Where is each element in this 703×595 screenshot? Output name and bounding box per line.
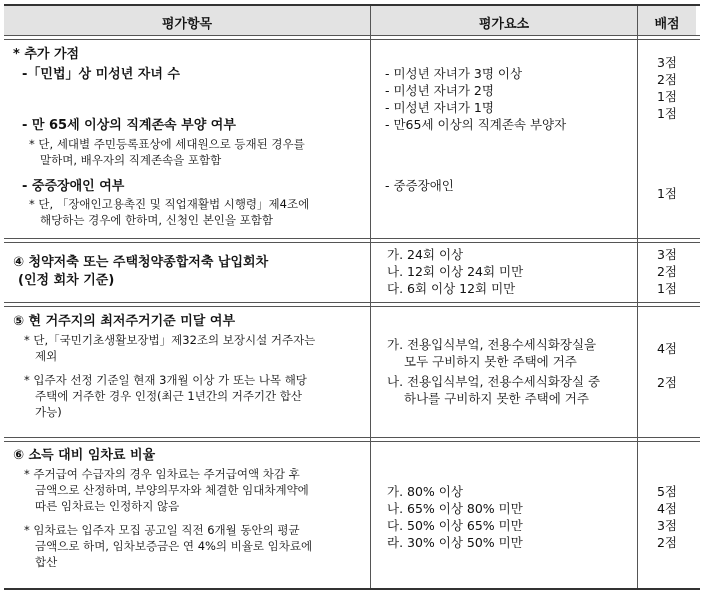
note-rent-1-line2: 금액으로 산정하며, 부양의무자와 체결한 임대차계약에	[35, 483, 309, 497]
note-rent-1-line3: 따른 임차료는 인정하지 않음	[35, 499, 180, 513]
note-housing-1-line2: 제외	[35, 349, 58, 363]
element-savings-a: 가. 24회 이상	[387, 247, 464, 262]
note-disabled-line2: 해당하는 경우에 한하며, 신청인 본인을 포함함	[40, 213, 274, 227]
section-title-additional: * 추가 가점	[13, 47, 80, 62]
scoring-table	[4, 4, 700, 590]
note-rent-1-line1: * 주거급여 수급자의 경우 임차료는 주거급여액 차감 후	[24, 467, 300, 481]
note-parent-line1: * 단, 세대별 주민등록표상에 세대원으로 등재된 경우를	[29, 137, 305, 151]
points-minor-3: 3점	[656, 55, 678, 70]
header-divider	[4, 35, 700, 40]
points-savings-a: 3점	[656, 247, 678, 262]
item-disabled: - 중증장애인 여부	[22, 179, 125, 194]
row-divider-1	[4, 238, 700, 243]
element-housing-a-line1: 가. 전용입식부엌, 전용수세식화장실을	[387, 337, 597, 352]
section-title-savings: ④ 청약저축 또는 주택청약종합저축 납입회차	[13, 255, 269, 270]
element-rent-d: 라. 30% 이상 50% 미만	[387, 535, 523, 550]
points-rent-c: 3점	[656, 518, 678, 533]
points-rent-d: 2점	[656, 535, 678, 550]
row-divider-3	[4, 437, 700, 442]
points-savings-c: 1점	[656, 281, 678, 296]
note-housing-2-line2: 주택에 거주한 경우 인정(최근 1년간의 거주기간 합산	[35, 389, 303, 403]
element-minor-3: - 미성년 자녀가 3명 이상	[385, 66, 523, 81]
element-minor-2: - 미성년 자녀가 2명	[385, 83, 494, 98]
points-minor-1: 1점	[656, 89, 678, 104]
element-rent-a: 가. 80% 이상	[387, 484, 463, 499]
column-divider-1	[370, 6, 371, 588]
element-savings-c: 다. 6회 이상 12회 미만	[387, 281, 516, 296]
points-housing-b: 2점	[656, 375, 678, 390]
element-rent-c: 다. 50% 이상 65% 미만	[387, 518, 523, 533]
note-housing-2-line3: 가능)	[35, 405, 62, 419]
note-rent-2-line3: 합산	[35, 555, 58, 569]
section-title-housing: ⑤ 현 거주지의 최저주거기준 미달 여부	[13, 314, 236, 329]
note-housing-2-line1: * 입주자 선정 기준일 현재 3개월 이상 가 또는 나목 해당	[24, 373, 307, 387]
section-title-rent-ratio: ⑥ 소득 대비 임차료 비율	[13, 448, 156, 463]
element-housing-b-line2: 하나를 구비하지 못한 주택에 거주	[404, 391, 589, 406]
item-minor-children: -「민법」상 미성년 자녀 수	[22, 67, 180, 82]
element-minor-1: - 미성년 자녀가 1명	[385, 100, 494, 115]
note-rent-2-line2: 금액으로 하며, 임차보증금은 연 4%의 비율로 임차료에	[35, 539, 313, 553]
header-evaluation-item: 평가항목	[161, 17, 213, 32]
element-parent: - 만65세 이상의 직계존속 부양자	[385, 117, 567, 132]
header-points: 배점	[654, 17, 680, 32]
note-parent-line2: 말하며, 배우자의 직계존속을 포함함	[40, 153, 222, 167]
element-rent-b: 나. 65% 이상 80% 미만	[387, 501, 523, 516]
note-housing-1-line1: * 단,「국민기초생활보장법」제32조의 보장시설 거주자는	[24, 333, 316, 347]
note-disabled-line1: * 단, 「장애인고용촉진 및 직업재활법 시행령」제4조에	[29, 197, 310, 211]
item-parent-support: - 만 65세 이상의 직계존속 부양 여부	[22, 118, 236, 133]
points-housing-a: 4점	[656, 341, 678, 356]
note-rent-2-line1: * 임차료는 입주자 모집 공고일 직전 6개월 동안의 평균	[24, 523, 300, 537]
points-parent: 1점	[656, 106, 678, 121]
element-disabled: - 중증장애인	[385, 178, 454, 193]
points-rent-a: 5점	[656, 484, 678, 499]
row-divider-2	[4, 302, 700, 307]
points-rent-b: 4점	[656, 501, 678, 516]
element-savings-b: 나. 12회 이상 24회 미만	[387, 264, 524, 279]
column-divider-2	[637, 6, 638, 588]
element-housing-a-line2: 모두 구비하지 못한 주택에 거주	[404, 354, 577, 369]
points-disabled: 1점	[656, 186, 678, 201]
points-minor-2: 2점	[656, 72, 678, 87]
header-evaluation-element: 평가요소	[478, 17, 530, 32]
points-savings-b: 2점	[656, 264, 678, 279]
element-housing-b-line1: 나. 전용입식부엌, 전용수세식화장실 중	[387, 374, 601, 389]
section-title-savings-sub: (인정 회차 기준)	[18, 273, 115, 288]
